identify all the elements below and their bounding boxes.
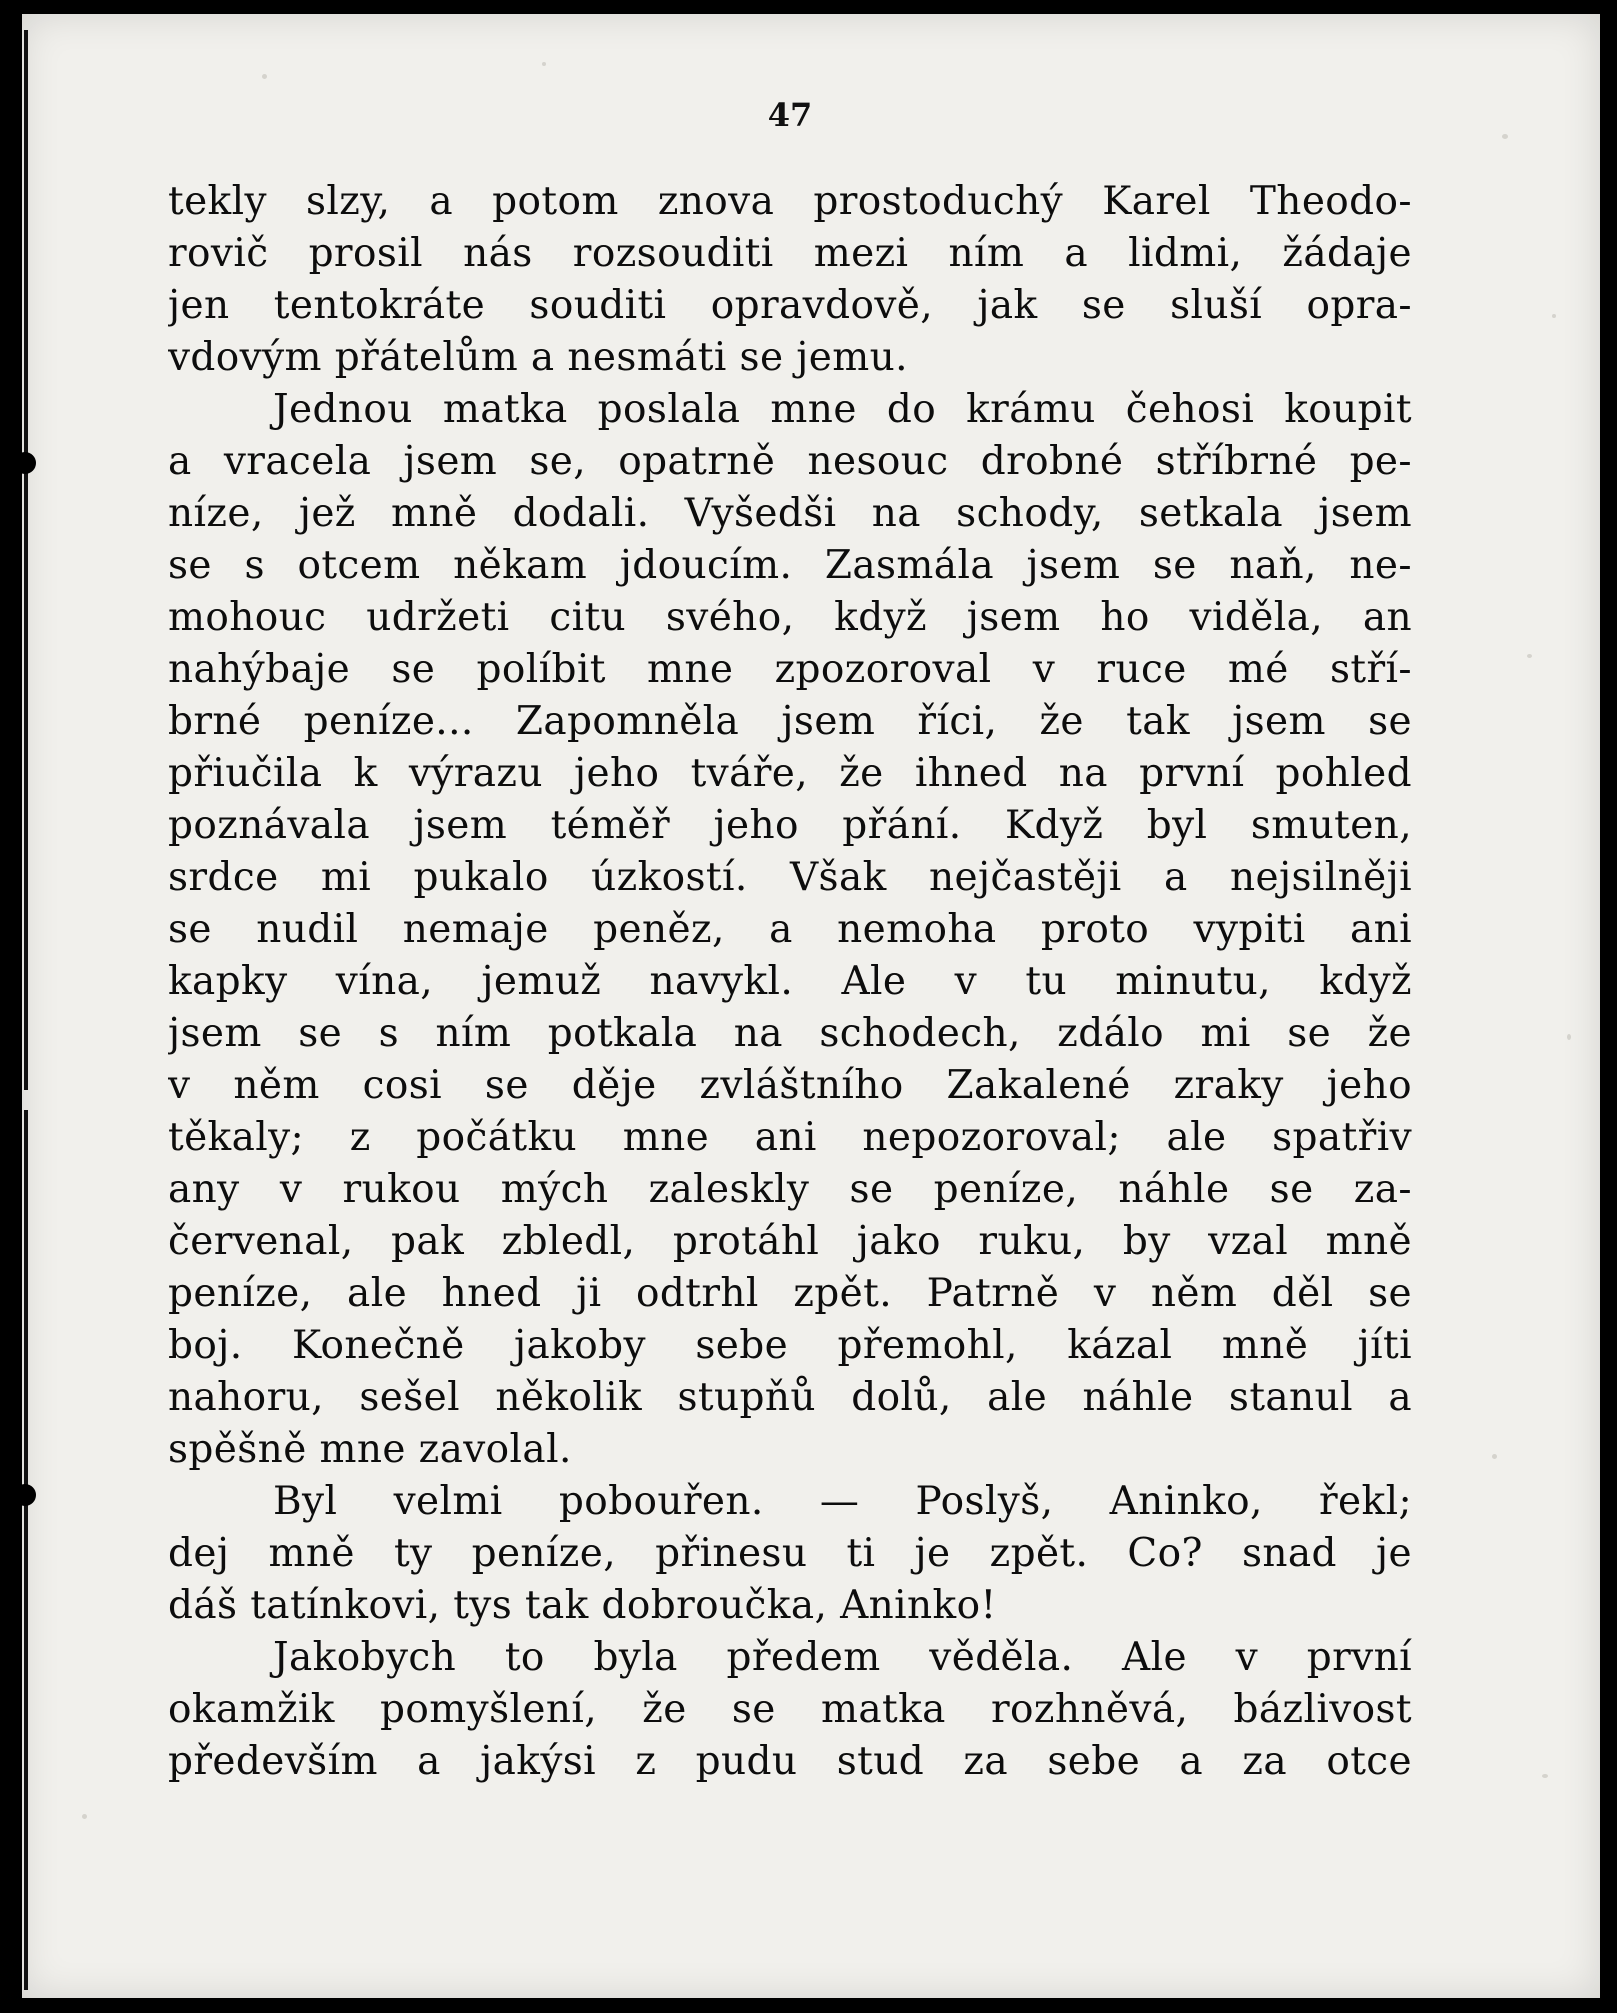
text-line: především a jakýsi z pudu stud za sebe a za otce xyxy=(168,1739,1412,1784)
text-line: any v rukou mých zaleskly se peníze, náhle se za- xyxy=(168,1167,1412,1212)
text-line: dáš tatínkovi, tys tak dobroučka, Aninko! xyxy=(168,1583,997,1628)
text-line: a vracela jsem se, opatrně nesouc drobné stříbrné pe- xyxy=(168,439,1412,484)
paper-speck xyxy=(1527,654,1532,658)
text-line: Jakobych to byla předem věděla. Ale v první xyxy=(273,1635,1412,1680)
text-line: Byl velmi pobouřen. — Poslyš, Aninko, řekl; xyxy=(273,1479,1412,1524)
binding-hole xyxy=(14,1484,36,1506)
binding-edge xyxy=(24,1110,28,1990)
text-line: poznávala jsem téměř jeho přání. Když byl smuten, xyxy=(168,803,1412,848)
page-number: 47 xyxy=(767,96,813,134)
text-line: srdce mi pukalo úzkostí. Však nejčastěji a nejsilněji xyxy=(168,855,1412,900)
text-line: kapky vína, jemuž navykl. Ale v tu minutu, když xyxy=(168,959,1412,1004)
text-line: vdovým přátelům a nesmáti se jemu. xyxy=(168,335,908,380)
text-line: rovič prosil nás rozsouditi mezi ním a lidmi, žádaje xyxy=(168,231,1412,276)
text-line: nahýbaje se políbit mne zpozoroval v ruce mé stří- xyxy=(168,647,1412,692)
binding-edge xyxy=(24,470,28,1090)
text-line: tekly slzy, a potom znova prostoduchý Karel Theodo- xyxy=(168,179,1412,224)
text-line: boj. Konečně jakoby sebe přemohl, kázal mně jíti xyxy=(168,1323,1412,1368)
paper-speck xyxy=(262,74,267,79)
paper-speck xyxy=(1492,1454,1497,1459)
text-line: nahoru, sešel několik stupňů dolů, ale náhle stanul a xyxy=(168,1375,1412,1420)
text-line: se nudil nemaje peněz, a nemoha proto vypiti ani xyxy=(168,907,1412,952)
paper-speck xyxy=(1552,314,1556,318)
body-text xyxy=(168,176,1412,1788)
text-line: okamžik pomyšlení, že se matka rozhněvá, bázlivost xyxy=(168,1687,1412,1732)
paper-speck xyxy=(542,62,546,66)
binding-hole xyxy=(14,452,36,474)
text-line: brné peníze... Zapomněla jsem říci, že tak jsem se xyxy=(168,699,1412,744)
text-line: dej mně ty peníze, přinesu ti je zpět. Co? snad je xyxy=(168,1531,1412,1576)
text-line: spěšně mne zavolal. xyxy=(168,1427,572,1472)
text-line: jen tentokráte souditi opravdově, jak se sluší opra- xyxy=(168,283,1412,328)
text-line: Jednou matka poslala mne do krámu čehosi koupit xyxy=(273,387,1412,432)
paper-speck xyxy=(1542,1774,1548,1778)
text-line: se s otcem někam jdoucím. Zasmála jsem se naň, ne- xyxy=(168,543,1412,588)
text-line: níze, jež mně dodali. Vyšedši na schody, setkala jsem xyxy=(168,491,1412,536)
text-line: mohouc udržeti citu svého, když jsem ho viděla, an xyxy=(168,595,1412,640)
text-line: v něm cosi se děje zvláštního Zakalené zraky jeho xyxy=(168,1063,1412,1108)
paper-speck xyxy=(1567,1034,1571,1040)
paper-speck xyxy=(82,1814,87,1819)
text-line: peníze, ale hned ji odtrhl zpět. Patrně v něm děl se xyxy=(168,1271,1412,1316)
text-line: jsem se s ním potkala na schodech, zdálo mi se že xyxy=(168,1011,1412,1056)
text-line: přiučila k výrazu jeho tváře, že ihned na první pohled xyxy=(168,751,1412,796)
text-line: těkaly; z počátku mne ani nepozoroval; ale spatřiv xyxy=(168,1115,1412,1160)
text-line: červenal, pak zbledl, protáhl jako ruku, by vzal mně xyxy=(168,1219,1412,1264)
paper-speck xyxy=(1502,134,1508,139)
binding-edge xyxy=(24,30,28,460)
